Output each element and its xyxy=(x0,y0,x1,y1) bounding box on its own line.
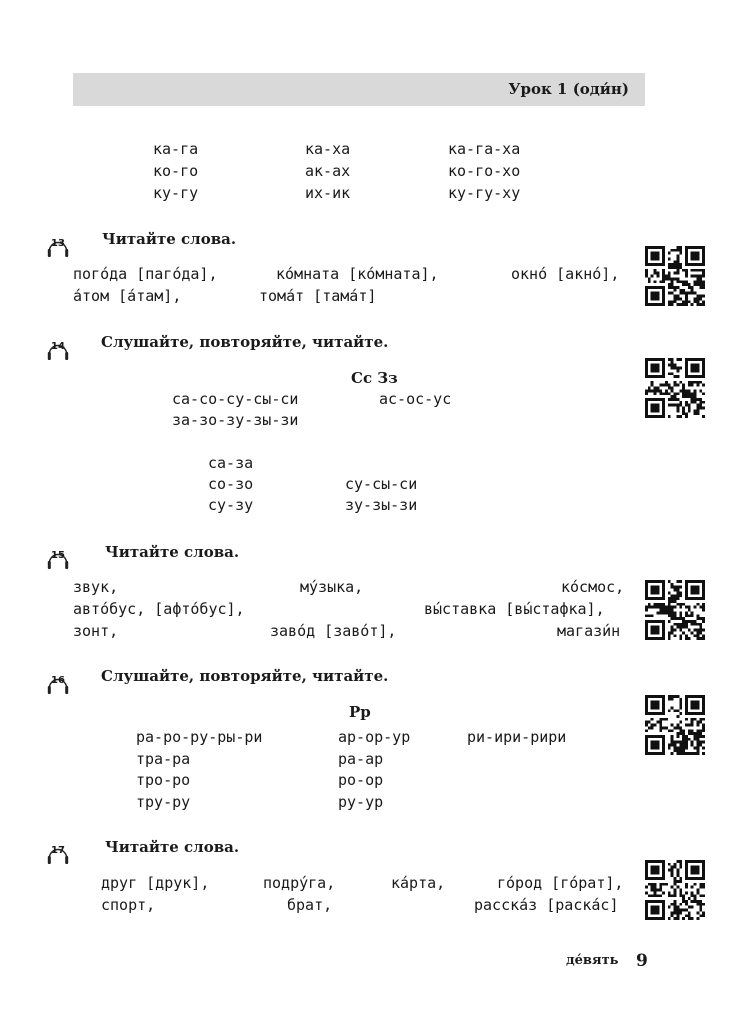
exercise-15-headphones-icon[interactable] xyxy=(47,545,69,569)
word: зонт, xyxy=(73,622,119,640)
syllable: ри-ири-рири xyxy=(467,728,567,746)
exercise-14-headphones-icon[interactable] xyxy=(47,336,69,360)
word: а́том [а́там], xyxy=(73,287,182,305)
syllable: ку-гу xyxy=(153,184,199,202)
exercise-13-headphones-icon[interactable] xyxy=(47,233,69,257)
qr-code-icon[interactable] xyxy=(645,695,705,755)
syllable: ру-ур xyxy=(338,793,384,811)
word: заво́д [заво́т], xyxy=(270,622,397,640)
syllable: ка-га-ха xyxy=(448,140,521,158)
syllable: ко-го xyxy=(153,162,199,180)
syllable: ро-ор xyxy=(338,771,384,789)
exercise-number: 16 xyxy=(51,675,65,686)
exercise-number: 14 xyxy=(51,341,65,352)
word: друг [друк], xyxy=(101,874,210,892)
syllable: ра-ро-ру-ры-ри xyxy=(136,728,263,746)
word: магази́н xyxy=(557,622,621,640)
qr-code-icon[interactable] xyxy=(645,860,705,920)
syllable: ку-гу-ху xyxy=(448,184,521,202)
word: звук, xyxy=(73,578,119,596)
qr-code-icon[interactable] xyxy=(645,246,705,306)
word: го́род [го́рат], xyxy=(497,874,624,892)
word: окно́ [акно́], xyxy=(511,265,620,283)
word: спорт, xyxy=(101,896,156,914)
exercise-15-instruction: Читайте слова. xyxy=(105,543,240,561)
word: ка́рта, xyxy=(391,874,446,892)
exercise-17-headphones-icon[interactable] xyxy=(47,840,69,864)
word: тома́т [тама́т] xyxy=(259,287,377,305)
syllable: их-ик xyxy=(305,184,351,202)
syllable: со-зо xyxy=(208,475,254,493)
syllable: су-зу xyxy=(208,496,254,514)
lesson-title: Урок 1 (оди́н) xyxy=(508,80,629,98)
exercise-13-instruction: Читайте слова. xyxy=(102,230,237,248)
word: брат, xyxy=(287,896,333,914)
syllable: ра-ар xyxy=(338,750,384,768)
exercise-17-instruction: Читайте слова. xyxy=(105,838,240,856)
syllable: ар-ор-ур xyxy=(338,728,411,746)
syllable: ка-ха xyxy=(305,140,351,158)
page-number: 9 xyxy=(636,951,648,971)
word: авто́бус, [афто́бус], xyxy=(73,600,245,618)
exercise-16-headphones-icon[interactable] xyxy=(47,670,69,694)
exercise-number: 17 xyxy=(51,845,65,856)
syllable: за-зо-зу-зы-зи xyxy=(172,411,299,429)
lesson-header-band xyxy=(73,73,645,106)
word: ко́смос, xyxy=(561,578,625,596)
syllable: са-со-су-сы-си xyxy=(172,390,299,408)
syllable: зу-зы-зи xyxy=(345,496,418,514)
word: вы́ставка [вы́стафка], xyxy=(424,600,605,618)
letters-heading: Сс Зз xyxy=(351,369,398,387)
syllable: тру-ру xyxy=(136,793,191,811)
syllable: тро-ро xyxy=(136,771,191,789)
word: подру́га, xyxy=(263,874,336,892)
word: му́зыка, xyxy=(300,578,364,596)
letters-heading: Рр xyxy=(349,703,371,721)
syllable: ас-ос-ус xyxy=(379,390,452,408)
qr-code-icon[interactable] xyxy=(645,580,705,640)
exercise-number: 15 xyxy=(51,550,65,561)
exercise-16-instruction: Слушайте, повторяйте, читайте. xyxy=(101,667,389,685)
syllable: су-сы-си xyxy=(345,475,418,493)
qr-code-icon[interactable] xyxy=(645,358,705,418)
page-number-word: де́вять xyxy=(566,953,619,968)
word: расска́з [раска́с] xyxy=(474,896,619,914)
syllable: ак-ах xyxy=(305,162,351,180)
syllable: тра-ра xyxy=(136,750,191,768)
syllable: ко-го-хо xyxy=(448,162,521,180)
syllable: са-за xyxy=(208,454,254,472)
syllable: ка-га xyxy=(153,140,199,158)
exercise-number: 13 xyxy=(51,238,65,249)
exercise-14-instruction: Слушайте, повторяйте, читайте. xyxy=(101,333,389,351)
word: пого́да [паго́да], xyxy=(73,265,218,283)
word: ко́мната [ко́мната], xyxy=(276,265,439,283)
